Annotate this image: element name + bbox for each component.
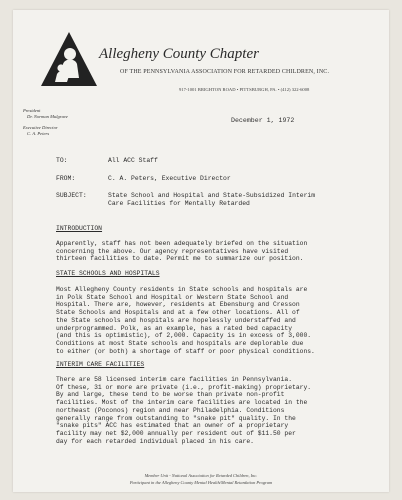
org-address: 917-1001 BRIGHTON ROAD • PITTSBURGH, PA. • (412) 322-6008	[179, 87, 310, 92]
text-line: Most Allegheny County residents in State schools and hospitals are	[56, 286, 308, 293]
text-line: day for each retarded individual placed in his care.	[56, 437, 254, 445]
to-value: All ACC Staff	[108, 157, 158, 164]
subject-line-1: State School and Hospital and State-Subsidized Interim	[108, 192, 316, 199]
org-name: Allegheny County Chapter	[99, 46, 259, 62]
text-line: facilities. Most of the interim care facilities are located in the	[56, 399, 308, 407]
memo-subject	[56, 192, 315, 199]
memo-to	[56, 157, 158, 164]
text-line: Conditions at most State schools and hospitals are deplorable due	[56, 339, 304, 347]
memo-from	[56, 175, 231, 182]
text-line: generally range from outstanding to "snake pit" quality. In the	[56, 414, 296, 422]
to-label: TO:	[56, 157, 68, 164]
director-name: C. A. Peters	[27, 131, 50, 136]
text-line: Hospital. There are, however, residents at Ebensburg and Cresson	[56, 301, 300, 309]
president-name: Dr. Norman Mulgrave	[27, 114, 68, 119]
intro-heading: INTRODUCTION	[56, 225, 103, 232]
from-value: C. A. Peters, Executive Director	[108, 175, 231, 182]
subject-label: SUBJECT:	[56, 192, 87, 199]
footer-line-1: Member Unit - National Association for Retarded Children, Inc.	[144, 473, 258, 478]
text-line: (and this is optimistic), of 2,000. Capacity is in excess of 3,000.	[56, 332, 312, 340]
text-line: in Polk State School and Hospital or Western State School and	[56, 293, 289, 301]
president-title: President	[23, 108, 41, 113]
text-line: facility may net $2,000 annually per resident out of $11.50 per	[56, 429, 296, 437]
text-line: State Schools and Hospitals and at a few other locations. All of	[56, 309, 300, 317]
director-title: Executive Director	[23, 125, 58, 130]
state-heading: STATE SCHOOLS AND HOSPITALS	[56, 270, 160, 277]
intro-paragraph	[56, 240, 307, 263]
org-subtitle: OF THE PENNSYLVANIA ASSOCIATION FOR RETARDED CHILDREN, INC.	[120, 69, 330, 75]
from-label: FROM:	[56, 175, 76, 182]
text-line: underprogrammed. Polk, as an example, has a rated bed capacity	[56, 324, 293, 332]
state-paragraph	[56, 286, 315, 355]
footer-line-2: Participant in the Allegheny County Mental Health/Mental Retardation Program	[129, 480, 273, 485]
text-line: Apparently, staff has not been adequately briefed on the situation	[56, 240, 308, 247]
text-line: There are 58 licensed interim care facilities in Pennsylvania.	[56, 376, 293, 383]
memo-date: December 1, 1972	[231, 117, 295, 124]
text-line: to either (or both) a shortage of staff or poor physical conditions.	[56, 347, 315, 355]
subject-line-2: Care Facilities for Mentally Retarded	[108, 200, 250, 207]
interim-paragraph	[56, 376, 311, 445]
text-line: "snake pits" ACC has estimated that an owner of a proprietary	[56, 422, 289, 430]
text-line: the State schools and hospitals are hopelessly understaffed and	[56, 316, 296, 324]
text-line: By and large, these tend to be worse than private non-profit	[56, 391, 285, 399]
text-line: concerning the above. Our agency representatives have visited	[56, 247, 289, 255]
triangle-figure-logo-icon	[39, 30, 99, 88]
document-page	[13, 10, 389, 492]
text-line: northeast (Poconos) region and near Philadelphia. Conditions	[56, 406, 285, 414]
interim-heading: INTERIM CARE FACILITIES	[56, 361, 145, 368]
text-line: Of these, 31 or more are private (i.e., profit-making) proprietary.	[56, 383, 312, 391]
text-line: thirteen facilities to date. Permit me to summarize our position.	[56, 255, 304, 263]
